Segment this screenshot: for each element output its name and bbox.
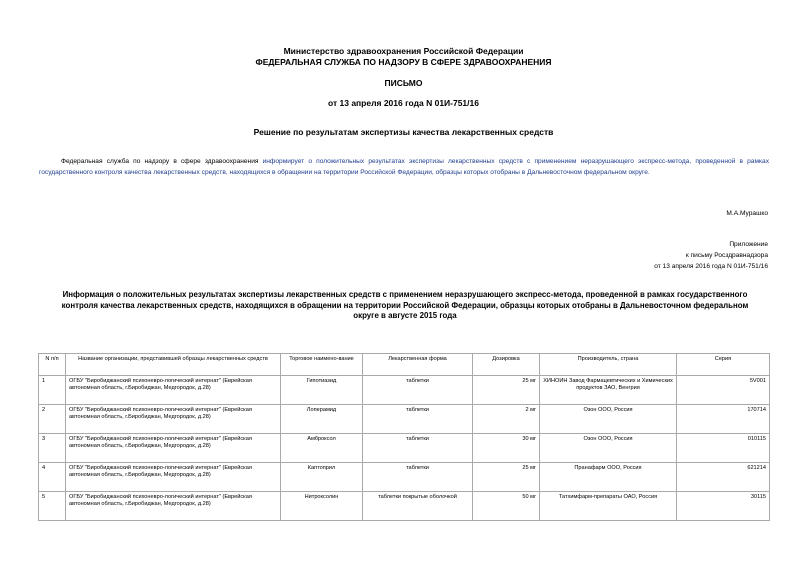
cell-trade-name: Каптоприл xyxy=(281,463,363,492)
col-header-trade-name: Торговое наимено-вание xyxy=(281,354,363,376)
cell-dosage-form: таблетки xyxy=(363,405,473,434)
cell-dosage-form: таблетки xyxy=(363,434,473,463)
cell-organization: ОГБУ "Биробиджанский психоневро-логический интернат" (Еврейская автономная область, г.Биробиджан, Медгородок, д.28) xyxy=(66,405,281,434)
cell-series: 30115 xyxy=(677,492,770,521)
cell-dosage: 30 мг xyxy=(473,434,540,463)
table-row xyxy=(39,405,770,434)
document-date: от 13 апреля 2016 года N 01И-751/16 xyxy=(328,98,479,108)
col-header-dosage: Дозировка xyxy=(473,354,540,376)
ministry-name: Министерство здравоохранения Российской Федерации xyxy=(283,46,524,56)
intro-text: Федеральная служба по надзору в сфере здравоохранения xyxy=(61,158,263,165)
info-title: Информация о положительных результатах экспертизы лекарственных средств с применением неразрушающего экспресс-метода, проведенной в рамках государственного контроля качества лекарственных средств, находящихся в обращении на территории Российской Федерации, образцы которых отобраны в Дальневосточном федеральном округе в августе 2015 года xyxy=(61,290,749,320)
table-row xyxy=(39,463,770,492)
service-name: ФЕДЕРАЛЬНАЯ СЛУЖБА ПО НАДЗОРУ В СФЕРЕ ЗДРАВООХРАНЕНИЯ xyxy=(255,57,552,67)
cell-manufacturer: Пранафарм ООО, Россия xyxy=(540,463,677,492)
cell-dosage-form: таблетки покрытые оболочкой xyxy=(363,492,473,521)
cell-trade-name: Нитроксолин xyxy=(281,492,363,521)
cell-dosage: 2 мг xyxy=(473,405,540,434)
cell-number: 4 xyxy=(39,463,66,492)
cell-series: 621214 xyxy=(677,463,770,492)
col-header-dosage-form: Лекарственная форма xyxy=(363,354,473,376)
cell-organization: ОГБУ "Биробиджанский психоневро-логический интернат" (Еврейская автономная область, г.Биробиджан, Медгородок, д.28) xyxy=(66,492,281,521)
results-table xyxy=(38,353,770,521)
signature: М.А.Мурашко xyxy=(726,210,768,217)
cell-dosage: 50 мг xyxy=(473,492,540,521)
cell-dosage-form: таблетки xyxy=(363,463,473,492)
letter-subject: Решение по результатам экспертизы качества лекарственных средств xyxy=(253,127,554,137)
table-row xyxy=(39,376,770,405)
cell-trade-name: Лоперамид xyxy=(281,405,363,434)
cell-trade-name: Амброксол xyxy=(281,434,363,463)
cell-dosage: 25 мг xyxy=(473,376,540,405)
cell-dosage-form: таблетки xyxy=(363,376,473,405)
cell-manufacturer: Татхимфарм-препараты ОАО, Россия xyxy=(540,492,677,521)
cell-manufacturer: ХИНОИН Завод Фармацевтических и Химических продуктов ЗАО, Венгрия xyxy=(540,376,677,405)
col-header-organization: Название организации, представившей образцы лекарственных средств xyxy=(66,354,281,376)
col-header-series: Серия xyxy=(677,354,770,376)
cell-manufacturer: Озон ООО, Россия xyxy=(540,434,677,463)
cell-series: 010115 xyxy=(677,434,770,463)
col-header-number: N п/п xyxy=(39,354,66,376)
cell-series: 170714 xyxy=(677,405,770,434)
cell-organization: ОГБУ "Биробиджанский психоневро-логический интернат" (Еврейская автономная область, г.Биробиджан, Медгородок, д.28) xyxy=(66,463,281,492)
document-type: ПИСЬМО xyxy=(384,78,423,88)
cell-number: 5 xyxy=(39,492,66,521)
appendix-reference: к письму Росздравнадзора xyxy=(685,252,768,259)
cell-organization: ОГБУ "Биробиджанский психоневро-логический интернат" (Еврейская автономная область, г.Биробиджан, Медгородок, д.28) xyxy=(66,434,281,463)
intro-paragraph xyxy=(39,156,769,178)
intro-link-text[interactable]: информирует о положительных результатах экспертизы лекарственных средств с применением неразрушающего экспресс-метода, проведенной в рамках государственного контроля качества лекарственных средств, находящихся в обращении на территории Российской Федерации, образцы которых отобраны в Дальневосточном федеральном округе. xyxy=(39,158,769,176)
cell-series: 5V001 xyxy=(677,376,770,405)
appendix-date: от 13 апреля 2016 года N 01И-751/16 xyxy=(654,263,768,270)
cell-trade-name: Гипотиазид xyxy=(281,376,363,405)
table-header-row xyxy=(39,354,770,376)
cell-organization: ОГБУ "Биробиджанский психоневро-логический интернат" (Еврейская автономная область, г.Биробиджан, Медгородок, д.28) xyxy=(66,376,281,405)
cell-manufacturer: Озон ООО, Россия xyxy=(540,405,677,434)
cell-number: 1 xyxy=(39,376,66,405)
cell-number: 3 xyxy=(39,434,66,463)
cell-dosage: 25 мг xyxy=(473,463,540,492)
cell-number: 2 xyxy=(39,405,66,434)
appendix-label: Приложение xyxy=(729,241,768,248)
col-header-manufacturer: Производитель, страна xyxy=(540,354,677,376)
table-row xyxy=(39,492,770,521)
table-row xyxy=(39,434,770,463)
